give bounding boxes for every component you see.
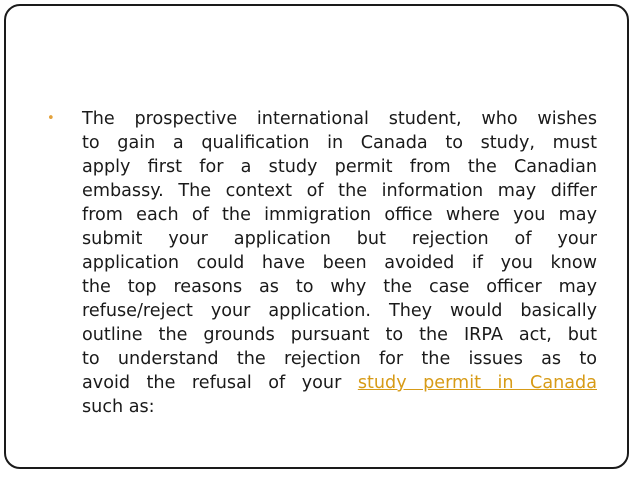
- paragraph-line: application could have been avoided if you know: [82, 253, 597, 273]
- paragraph-line: to gain a qualification in Canada to study, must: [82, 133, 597, 153]
- paragraph-line: submit your application but rejection of your: [82, 229, 597, 249]
- paragraph-line: embassy. The context of the information may differ: [82, 181, 597, 201]
- paragraph-line-with-link: [64, 371, 597, 395]
- paragraph-line: such as:: [82, 397, 155, 417]
- paragraph-line: apply first for a study permit from the Canadian: [82, 157, 597, 177]
- paragraph-line: outline the grounds pursuant to the IRPA act, but: [82, 325, 597, 345]
- paragraph-line: from each of the immigration office where you may: [82, 205, 597, 225]
- study-permit-link[interactable]: study permit in Canada: [357, 373, 597, 393]
- paragraph-line: The prospective international student, who wishes: [82, 109, 597, 129]
- paragraph-line: the top reasons as to why the case officer may: [82, 277, 597, 297]
- paragraph-line: refuse/reject your application. They would basically: [82, 301, 597, 321]
- bullet-paragraph: • The prospective international student, who wishes to gain a qualification in Canada to study, must apply first for a study permit from the Canadian embassy. The context of the information may differ from each of the immigration office where you may submit your application but rejection of your application could have been avoided if you know the top reasons as to why the case officer may refuse/reject your application. They would basically outline the grounds pursuant to the IRPA act, but to understand the rejection for the issues as to avoid the refusal of your study permit in Canada such as:: [47, 109, 597, 417]
- paragraph-line: to understand the rejection for the issues as to: [82, 349, 597, 369]
- paragraph-line-prefix: avoid the refusal of your: [82, 373, 342, 393]
